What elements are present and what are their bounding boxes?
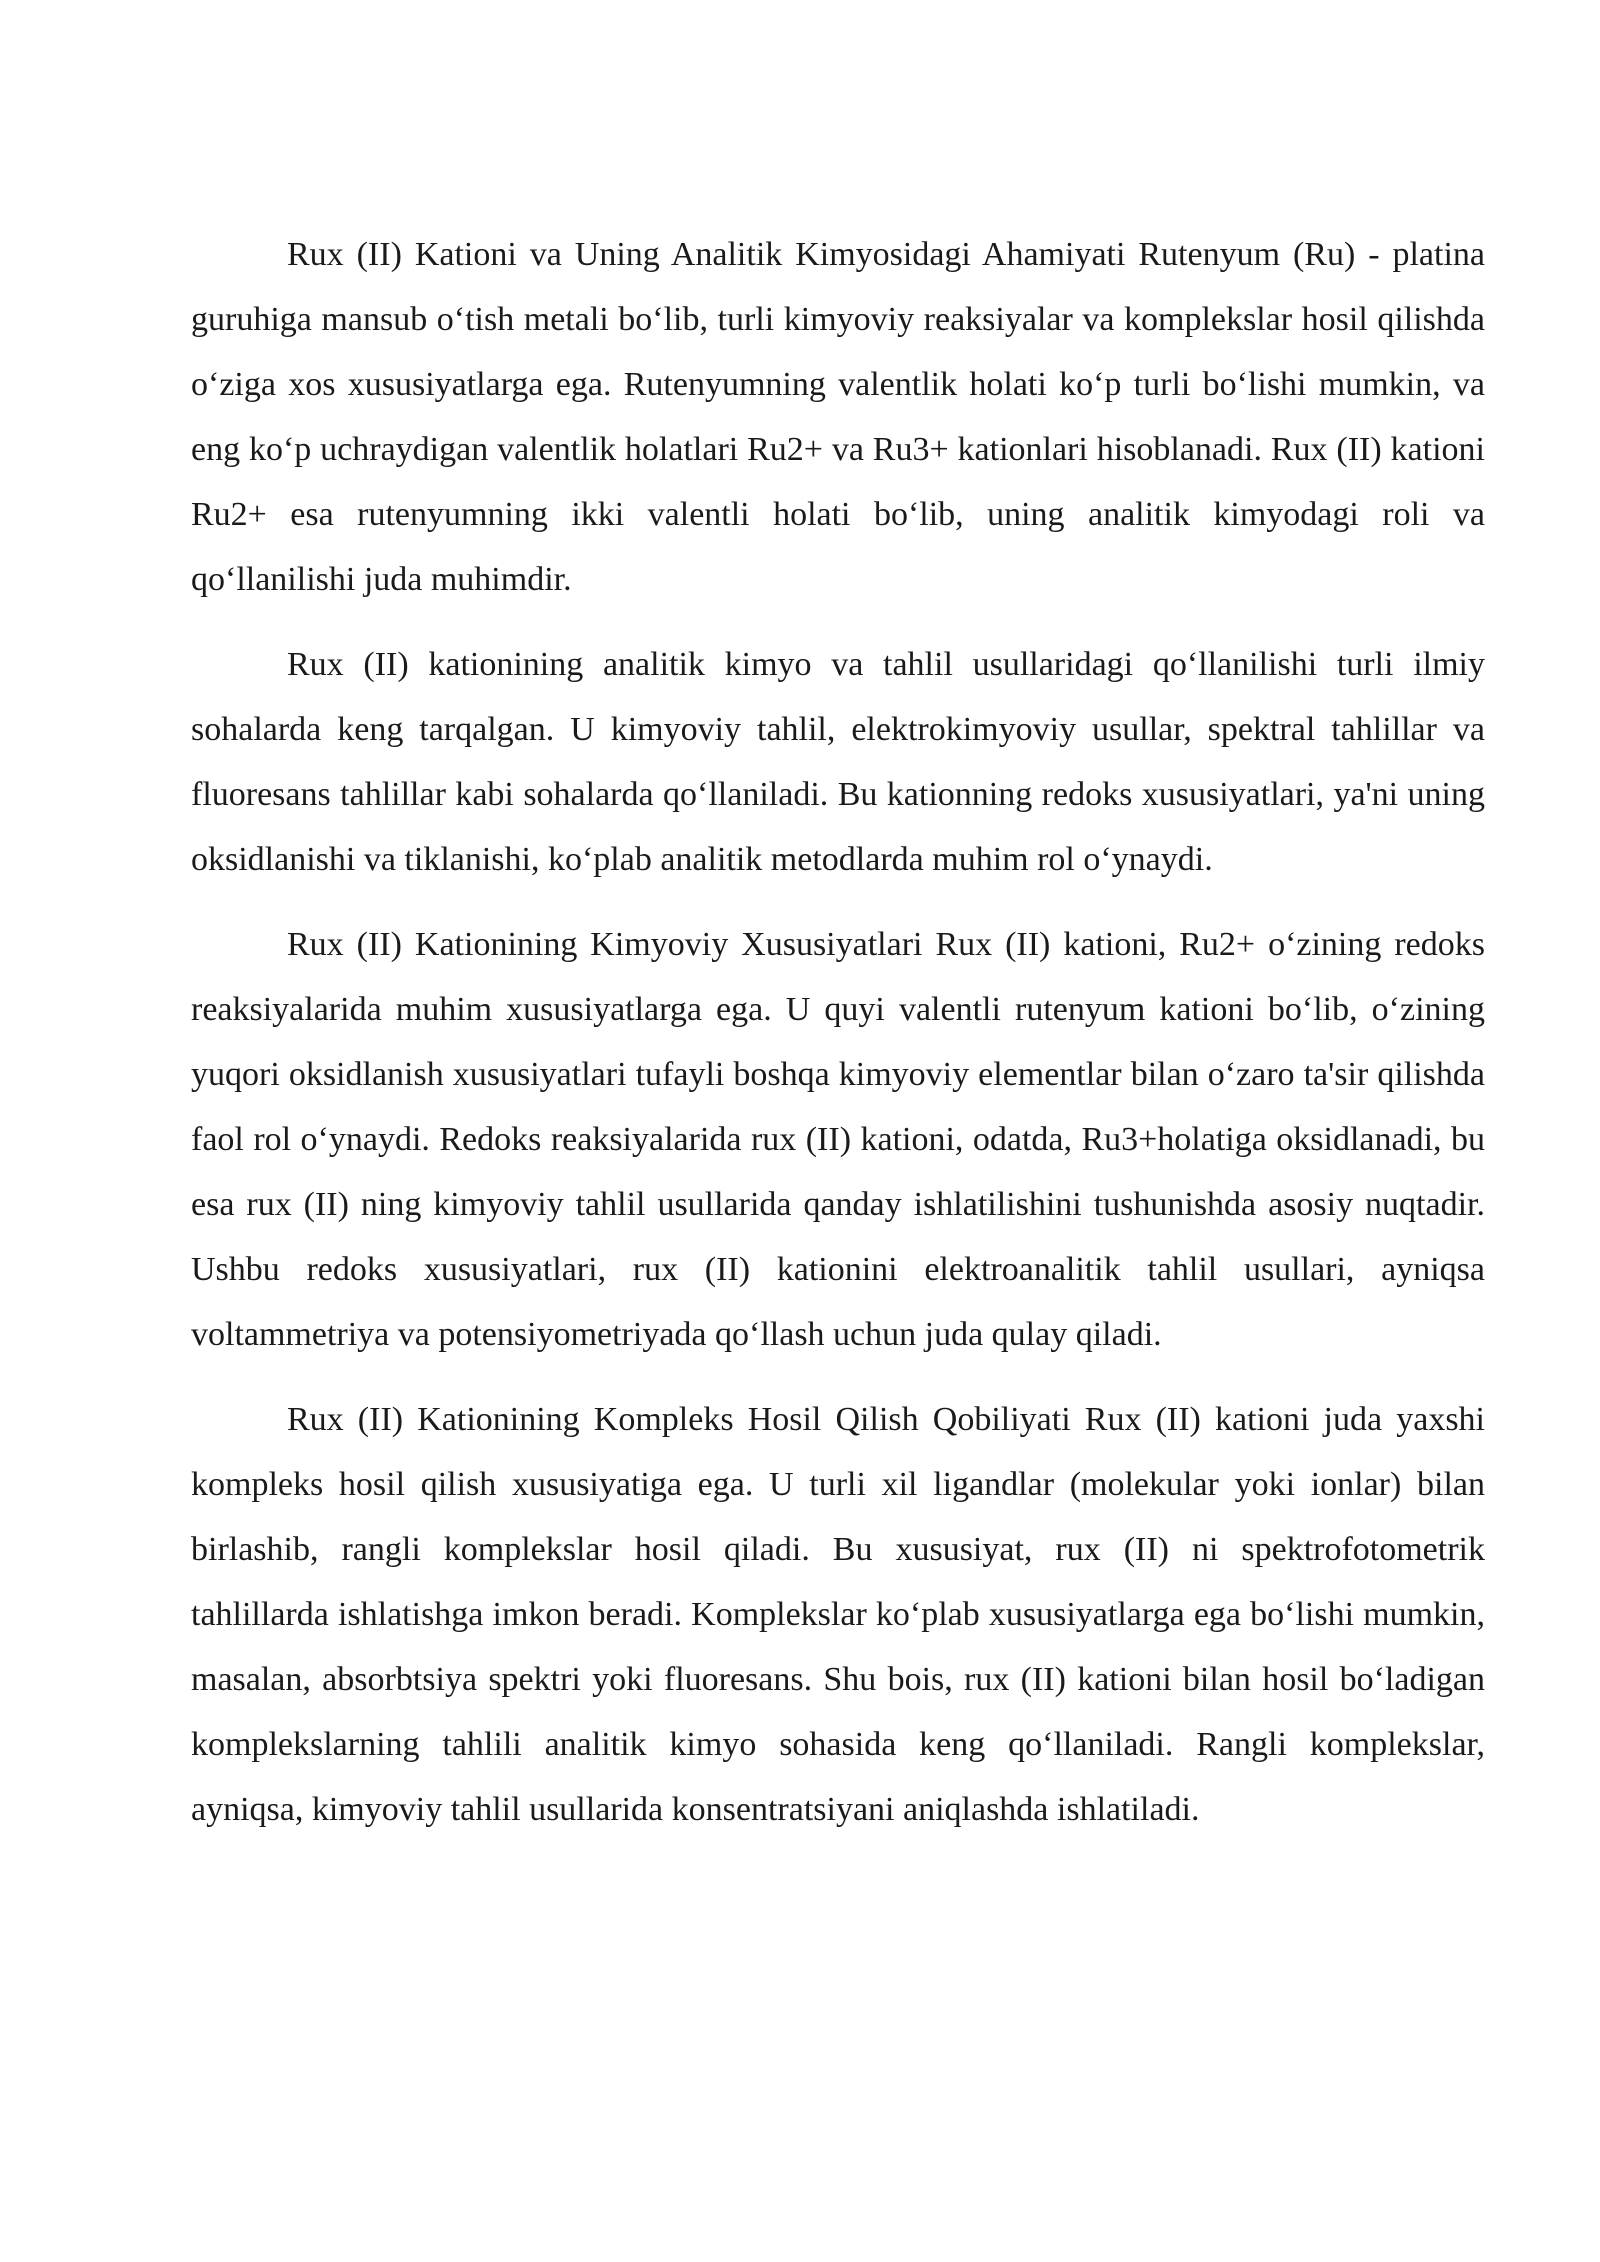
document-body: [191, 222, 1485, 1862]
paragraph: Rux (II) Kationi va Uning Analitik Kimyosidagi Ahamiyati Rutenyum (Ru) - platina guruhiga mansub o‘tish metali bo‘lib, turli kimyoviy reaksiyalar va komplekslar hosil qilishda o‘ziga xos xususiyatlarga ega. Rutenyumning valentlik holati ko‘p turli bo‘lishi mumkin, va eng ko‘p uchraydigan valentlik holatlari Ru2+ va Ru3+ kationlari hisoblanadi. Rux (II) kationi Ru2+ esa rutenyumning ikki valentli holati bo‘lib, uning analitik kimyodagi roli va qo‘llanilishi juda muhimdir.: [191, 236, 1485, 598]
paragraph: Rux (II) kationining analitik kimyo va tahlil usullaridagi qo‘llanilishi turli ilmiy sohalarda keng tarqalgan. U kimyoviy tahlil, elektrokimyoviy usullar, spektral tahlillar va fluoresans tahlillar kabi sohalarda qo‘llaniladi. Bu kationning redoks xususiyatlari, ya'ni uning oksidlanishi va tiklanishi, ko‘plab analitik metodlarda muhim rol o‘ynaydi.: [191, 646, 1485, 878]
paragraph: Rux (II) Kationining Kompleks Hosil Qilish Qobiliyati Rux (II) kationi juda yaxshi kompleks hosil qilish xususiyatiga ega. U turli xil ligandlar (molekular yoki ionlar) bilan birlashib, rangli komplekslar hosil qiladi. Bu xususiyat, rux (II) ni spektrofotometrik tahlillarda ishlatishga imkon beradi. Komplekslar ko‘plab xususiyatlarga ega bo‘lishi mumkin, masalan, absorbtsiya spektri yoki fluoresans. Shu bois, rux (II) kationi bilan hosil bo‘ladigan komplekslarning tahlili analitik kimyo sohasida keng qo‘llaniladi. Rangli komplekslar, ayniqsa, kimyoviy tahlil usullarida konsentratsiyani aniqlashda ishlatiladi.: [191, 1401, 1485, 1828]
paragraph: Rux (II) Kationining Kimyoviy Xususiyatlari Rux (II) kationi, Ru2+ o‘zining redoks reaksiyalarida muhim xususiyatlarga ega. U quyi valentli rutenyum kationi bo‘lib, o‘zining yuqori oksidlanish xususiyatlari tufayli boshqa kimyoviy elementlar bilan o‘zaro ta'sir qilishda faol rol o‘ynaydi. Redoks reaksiyalarida rux (II) kationi, odatda, Ru3+holatiga oksidlanadi, bu esa rux (II) ning kimyoviy tahlil usullarida qanday ishlatilishini tushunishda asosiy nuqtadir. Ushbu redoks xususiyatlari, rux (II) kationini elektroanalitik tahlil usullari, ayniqsa voltammetriya va potensiyometriyada qo‘llash uchun juda qulay qiladi.: [191, 926, 1485, 1353]
